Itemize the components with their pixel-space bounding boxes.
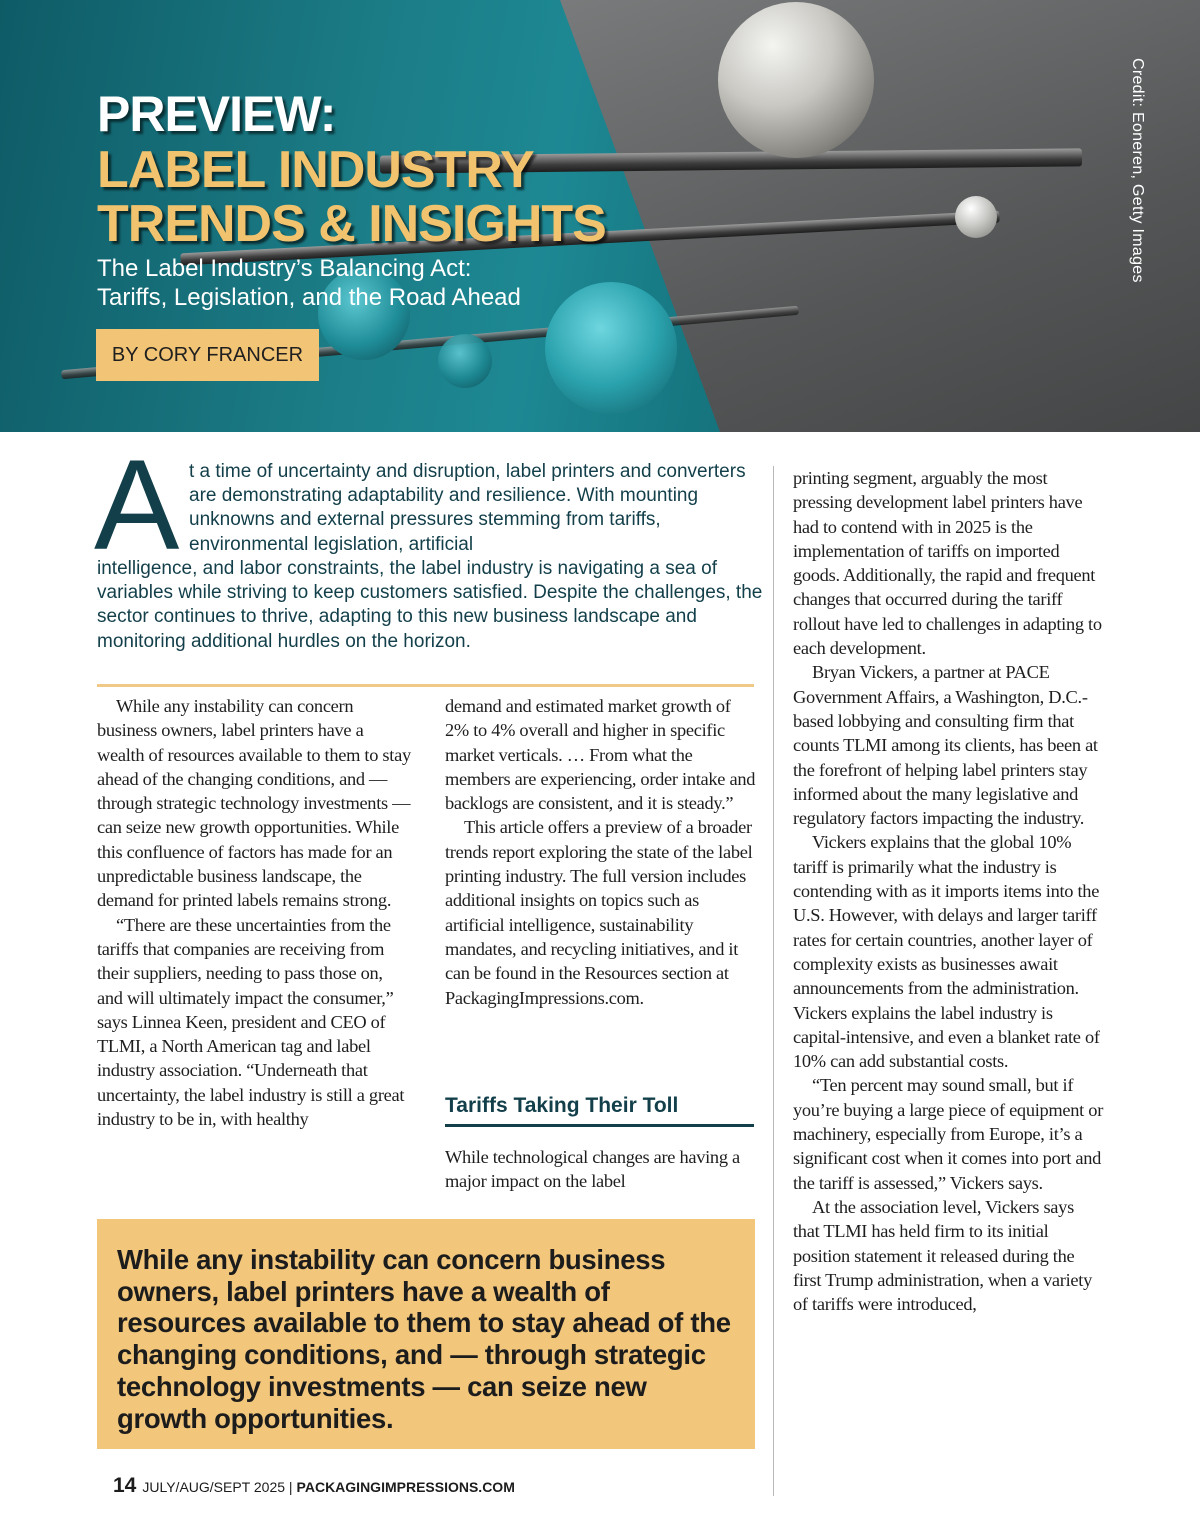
large-sphere [718,2,874,158]
small-sphere [955,196,997,238]
body-paragraph: This article offers a preview of a broader trends report exploring the state of the label printing industry. The full version includes additional insights on topics such as artificial intelligence, sustainability mandates, and recycling initiatives, and it can be found in the Resources section at PackagingImpressions.com. [445,817,753,1008]
section-heading: Tariffs Taking Their Toll [445,1094,679,1117]
intro-divider [97,684,754,687]
body-paragraph: At the association level, Vickers says that TLMI has held firm to its initial position statement it released during the first Trump administration, when a variety of tariffs were introduced, [793,1196,1092,1315]
headline-preview: PREVIEW: [97,86,336,142]
teal-sphere-center [545,282,677,414]
headline-line-1: LABEL INDUSTRY [97,141,534,199]
body-column-2-continued [445,1145,757,1194]
intro-paragraph-start: t a time of uncertainty and disruption, label printers and converters are demonstrating adaptability and resilience. With mounting unknowns and external pressures stemming from tariffs, environmental legislation, artificial [189,461,746,555]
body-paragraph: “Ten percent may sound small, but if you’re buying a large piece of equipment or machinery, especially from Europe, it’s a significant cost when it comes into port and the tariff is assessed,” Vickers says. [793,1075,1104,1193]
pull-quote [97,1219,755,1449]
pull-quote-text: While any instability can concern business owners, label printers have a wealth of resources available to them to stay ahead of the changing conditions, and — through strategic technology investments — can seize new growth opportunities. [117,1244,731,1434]
section-heading-rule [445,1124,754,1127]
hero-banner [0,0,1200,432]
body-paragraph: While technological changes are having a major impact on the label [445,1147,740,1192]
body-column-2 [445,694,757,1010]
body-column-1 [97,694,412,1131]
issue-date: JULY/AUG/SEPT 2025 | [142,1479,293,1495]
body-paragraph: printing segment, arguably the most pressing development label printers have had to contend with in 2025 is the implementation of tariffs on imported goods. Additionally, the rapid and frequent changes that occurred during the tariff rollout have led to challenges in adapting to each development. [793,468,1102,659]
byline-badge: BY CORY FRANCER [96,329,319,381]
headline-line-2: TRENDS & INSIGHTS [97,195,606,253]
body-paragraph: Bryan Vickers, a partner at PACE Government Affairs, a Washington, D.C.-based lobbying and consulting firm that counts TLMI among its clients, has been at the forefront of helping label printers stay informed about the many legislative and regulatory factors impacting the industry. [793,662,1098,829]
drop-cap: A [94,434,180,577]
body-paragraph: Vickers explains that the global 10% tariff is primarily what the industry is contending with as it imports items into the U.S. However, with delays and larger tariff rates for certain countries, another layer of complexity exists as businesses await announcements from the administration. Vickers explains the label industry is capital-intensive, and even a blanket rate of 10% can add substantial costs. [793,832,1100,1072]
body-paragraph: While any instability can concern business owners, label printers have a wealth of resources available to them to stay ahead of the changing conditions, and — through strategic technology investments — can seize new growth opportunities. While this confluence of factors has made for an unpredictable business landscape, the demand for printed labels remains strong. [97,696,411,911]
teal-sphere-small [438,334,492,388]
intro-paragraph-end: intelligence, and labor constraints, the label industry is navigating a sea of variables while striving to keep customers satisfied. Despite the challenges, the sector continues to thrive, adapting to this new business landscape and monitoring additional hurdles on the horizon. [97,558,763,652]
subtitle-line-1: The Label Industry’s Balancing Act: [97,255,472,282]
subtitle-line-2: Tariffs, Legislation, and the Road Ahead [97,284,521,311]
photo-credit: Credit: Eoneren, Getty Images [1129,58,1146,283]
page-number: 14 [113,1474,137,1497]
body-paragraph: “There are these uncertainties from the tariffs that companies are receiving from their suppliers, needing to pass those on, and will ultimately impact the consumer,” says Linnea Keen, president and CEO of TLMI, a North American tag and label industry association. “Underneath that uncertainty, the label industry is still a great industry to be in, with healthy [97,914,405,1130]
body-column-3 [793,466,1103,1316]
column-divider [773,466,774,1496]
body-paragraph: demand and estimated market growth of 2% to 4% overall and higher in specific market verticals. … From what the members are experiencing, order intake and backlogs are consistent, and it is steady.” [445,696,756,814]
page-footer [113,1474,515,1498]
footer-website: PACKAGINGIMPRESSIONS.COM [296,1479,515,1495]
